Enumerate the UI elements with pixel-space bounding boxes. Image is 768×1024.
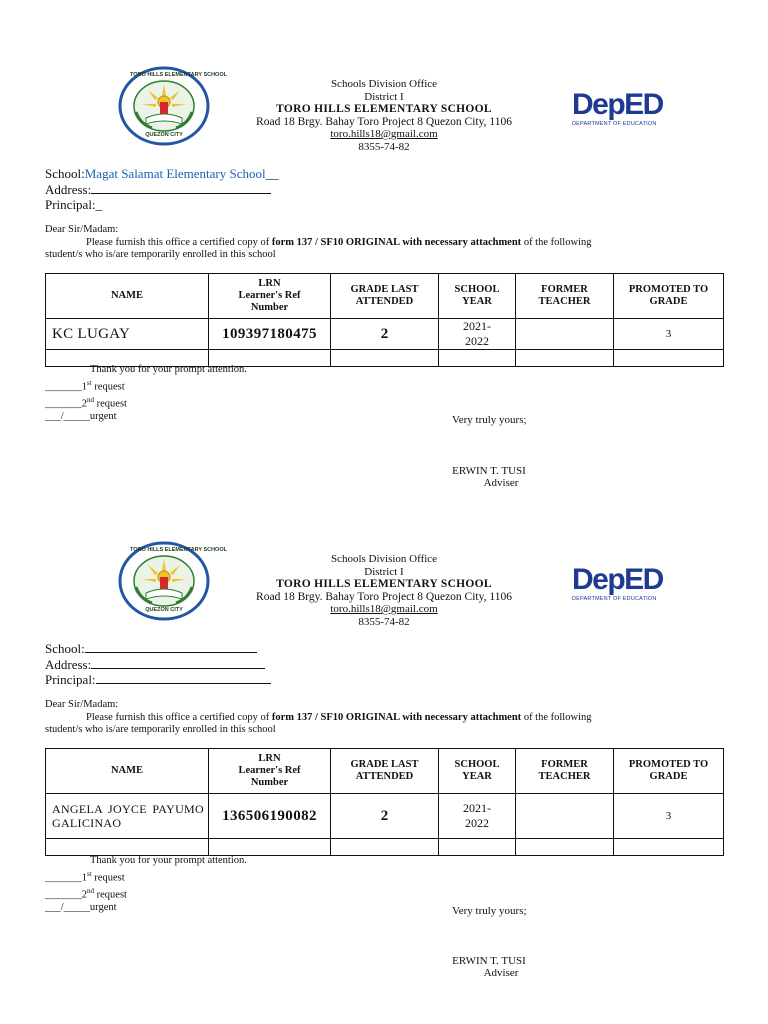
promoted-to-grade[interactable]: 3 <box>614 319 724 350</box>
school-field: School:Magat Salamat Elementary School__ <box>45 166 279 181</box>
letter-body: Dear Sir/Madam: Please furnish this office a certified copy of form 137 / SF10 ORIGINAL with necessary attachment of the following student/s who is/are temporarily enrolled in this school <box>45 224 705 262</box>
signer-name: ERWIN T. TUSI <box>452 465 526 477</box>
school-email[interactable]: toro.hills18@gmail.com <box>330 128 438 140</box>
col-name: NAME <box>46 274 209 319</box>
letter-paragraph: Please furnish this office a certified copy of form 137 / SF10 ORIGINAL with necessary attachment of the following <box>86 236 592 248</box>
student-table <box>45 273 724 367</box>
recipient-block <box>45 641 271 688</box>
principal-field: Principal:_ <box>45 197 103 212</box>
col-school-year: SCHOOL YEAR <box>439 274 516 319</box>
seal-text: TORO HILLS ELEMENTARY SCHOOL QUEZON CITY <box>130 72 227 138</box>
col-promoted-to: PROMOTED TO GRADE <box>614 749 724 794</box>
first-request-option[interactable]: _______1st request <box>45 869 125 883</box>
urgent-option[interactable]: ___/_____urgent <box>45 901 117 913</box>
address-line[interactable] <box>91 182 271 194</box>
school-value-link[interactable]: Magat Salamat Elementary School <box>84 166 266 181</box>
address-field: Address: <box>45 657 271 673</box>
letter-body: Dear Sir/Madam: Please furnish this office a certified copy of form 137 / SF10 ORIGINAL with necessary attachment of the following student/s who is/are temporarily enrolled in this school <box>45 699 705 737</box>
table-row <box>46 839 724 856</box>
letter-paragraph: Please furnish this office a certified copy of form 137 / SF10 ORIGINAL with necessary attachment of the following <box>86 711 592 723</box>
school-name: TORO HILLS ELEMENTARY SCHOOL <box>276 103 492 115</box>
closing-block <box>45 364 247 423</box>
district: District I <box>364 565 404 578</box>
salutation: Dear Sir/Madam: <box>45 699 119 710</box>
second-request-option[interactable]: _______2nd request <box>45 395 127 409</box>
table-row <box>46 319 724 350</box>
first-request-option[interactable]: _______1st request <box>45 378 125 392</box>
col-name: NAME <box>46 749 209 794</box>
urgent-option[interactable]: ___/_____urgent <box>45 410 117 422</box>
school-header <box>205 553 563 628</box>
salutation: Dear Sir/Madam: <box>45 224 119 235</box>
table-row <box>46 794 724 839</box>
grade-last-attended[interactable]: 2 <box>331 794 439 839</box>
school-field: School: <box>45 641 271 657</box>
student-name[interactable]: KC LUGAY <box>46 319 209 350</box>
school-year[interactable]: 2021- 2022 <box>439 319 516 350</box>
deped-logo: DepED DEPARTMENT OF EDUCATION <box>572 563 663 602</box>
col-lrn: LRN Learner's Ref Number <box>209 274 331 319</box>
school-line[interactable] <box>85 641 257 653</box>
thanks-line: Thank you for your prompt attention. <box>90 855 247 866</box>
thanks-line: Thank you for your prompt attention. <box>90 364 247 375</box>
request-form-1 <box>0 0 768 490</box>
very-truly-yours: Very truly yours; <box>452 905 527 917</box>
closing-block <box>45 855 247 914</box>
col-grade-last: GRADE LAST ATTENDED <box>331 749 439 794</box>
signer-title: Adviser <box>483 477 519 489</box>
school-phone: 8355-74-82 <box>358 140 410 153</box>
address-field: Address: <box>45 182 279 198</box>
recipient-block <box>45 166 279 213</box>
very-truly-yours: Very truly yours; <box>452 414 527 426</box>
table-header-row <box>46 749 724 794</box>
grade-last-attended[interactable]: 2 <box>331 319 439 350</box>
signer-name: ERWIN T. TUSI <box>452 955 526 967</box>
request-form-2 <box>0 475 768 979</box>
school-year[interactable]: 2021- 2022 <box>439 794 516 839</box>
col-lrn: LRN Learner's Ref Number <box>209 749 331 794</box>
division-office: Schools Division Office <box>330 78 438 90</box>
school-name: TORO HILLS ELEMENTARY SCHOOL <box>276 578 492 590</box>
col-school-year: SCHOOL YEAR <box>439 749 516 794</box>
district: District I <box>364 90 404 103</box>
school-address: Road 18 Brgy. Bahay Toro Project 8 Quezon City, 1106 <box>256 115 512 128</box>
principal-field: Principal: <box>45 672 271 688</box>
former-teacher[interactable] <box>516 319 614 350</box>
col-former-teacher: FORMER TEACHER <box>516 749 614 794</box>
former-teacher[interactable] <box>516 794 614 839</box>
signer-title: Adviser <box>483 967 519 979</box>
table-header-row <box>46 274 724 319</box>
student-lrn[interactable]: 109397180475 <box>209 319 331 350</box>
school-header <box>205 78 563 153</box>
school-address: Road 18 Brgy. Bahay Toro Project 8 Quezon City, 1106 <box>256 590 512 603</box>
school-email[interactable]: toro.hills18@gmail.com <box>330 603 438 615</box>
student-lrn[interactable]: 136506190082 <box>209 794 331 839</box>
seal-text: TORO HILLS ELEMENTARY SCHOOL QUEZON CITY <box>130 547 227 613</box>
col-promoted-to: PROMOTED TO GRADE <box>614 274 724 319</box>
address-line[interactable] <box>91 657 265 669</box>
col-former-teacher: FORMER TEACHER <box>516 274 614 319</box>
second-request-option[interactable]: _______2nd request <box>45 886 127 900</box>
student-table <box>45 748 724 856</box>
principal-line[interactable] <box>96 672 271 684</box>
division-office: Schools Division Office <box>330 553 438 565</box>
col-grade-last: GRADE LAST ATTENDED <box>331 274 439 319</box>
student-name[interactable]: ANGELA JOYCE PAYUMO GALICINAO <box>46 794 209 839</box>
promoted-to-grade[interactable]: 3 <box>614 794 724 839</box>
principal-value[interactable]: _ <box>95 197 103 212</box>
school-phone: 8355-74-82 <box>358 615 410 628</box>
deped-logo: DepED DEPARTMENT OF EDUCATION <box>572 88 663 127</box>
